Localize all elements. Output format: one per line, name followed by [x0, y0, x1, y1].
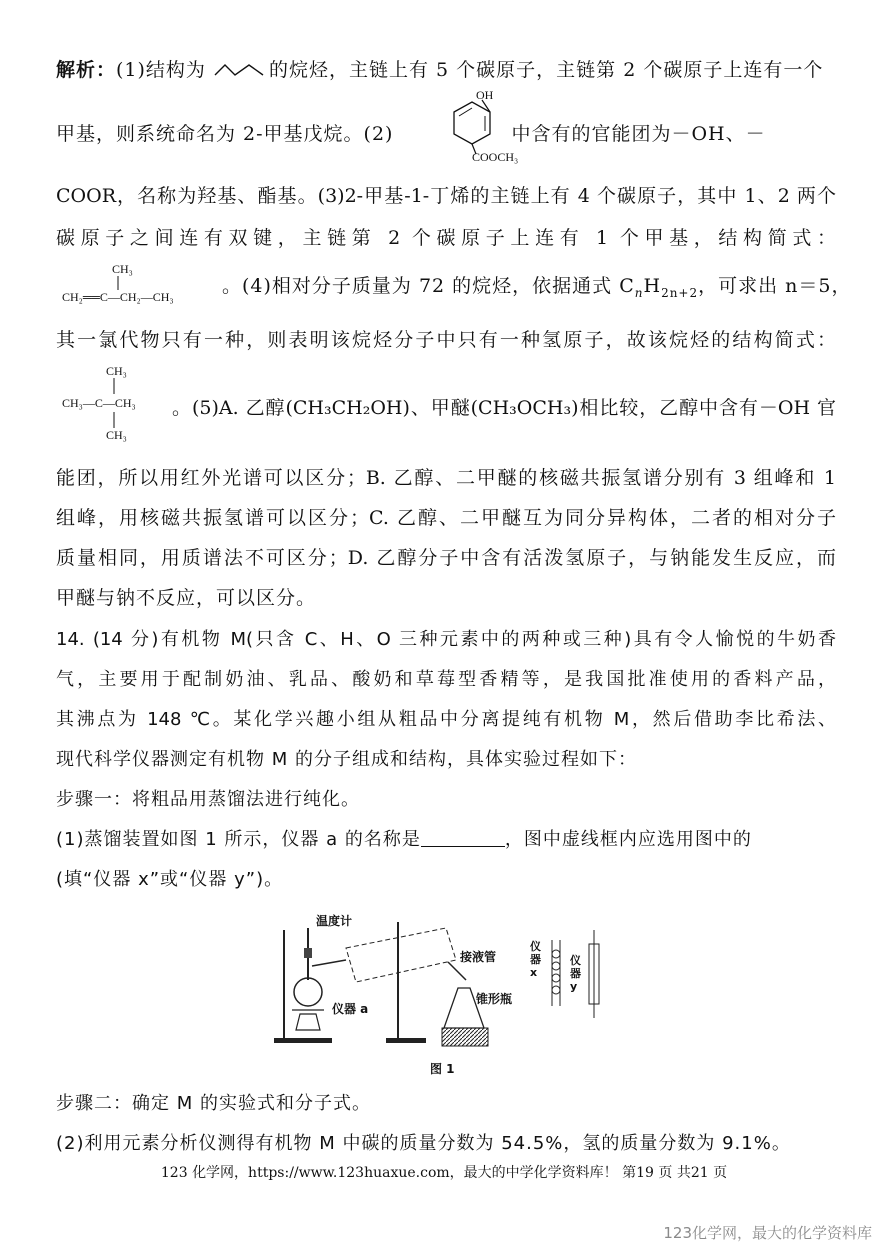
step-two: 步骤二：确定 M 的实验式和分子式。 [56, 1093, 371, 1114]
figure-caption: 图 1 [430, 1062, 455, 1076]
s3-top-label: CH₃ [112, 262, 133, 276]
adapter-label: 接液管 [460, 950, 497, 964]
step-one: 步骤一：将粗品用蒸馏法进行纯化。 [56, 789, 360, 810]
analysis-line-11: 甲醚与钠不反应，可以区分。 [56, 587, 317, 609]
methyl-salicylate-structure [432, 88, 552, 166]
page-footer: 123 化学网，https://www.123huaxue.com，最大的中学化学资料库！ 第19 页 共21 页 [160, 1165, 728, 1181]
analysis-line-4: 碳原子之间连有双键，主链第 2 个碳原子上连有 1 个甲基，结构简式： [56, 227, 836, 249]
analysis-line-2: 甲基，则系统命名为 2-甲基戊烷。(2) 中含有的官能团为－OH、－ [56, 123, 766, 145]
flask-label: 锥形瓶 [476, 992, 513, 1006]
instrument-y-label: 仪器y [570, 954, 581, 993]
instrument-a-label: 仪器 a [332, 1002, 369, 1016]
question-part-1-cont: (填“仪器 x”或“仪器 y”)。 [56, 869, 284, 890]
analysis-line-1: 解析：(1)结构为 的烷烃，主链上有 5 个碳原子，主链第 2 个碳原子上连有一个 [56, 59, 824, 81]
analysis-line-5: 。(4)相对分子质量为 72 的烷烃，依据通式 $C_nH_{2n+2}$，可求出 n＝5， [222, 275, 852, 300]
neopentane-structure [62, 364, 172, 446]
analysis-lead: 解析： [56, 59, 117, 81]
s4-top-label: CH₃ [106, 364, 127, 378]
thermometer-label: 温度计 [316, 914, 353, 928]
analysis-line-6: 其一氯代物只有一种，则表明该烷烃分子中只有一种氢原子，故该烷烃的结构简式： [56, 329, 836, 351]
analysis-line-7: 。(5)A. 乙醇(CH₃CH₂OH)、甲醚(CH₃OCH₃)相比较，乙醇中含有－OH 官 [172, 397, 836, 419]
question-line-1: 14. (14 分)有机物 M(只含 C、H、O 三种元素中的两种或三种)具有令人愉悦的牛奶香 [56, 629, 836, 650]
methylbutene-structure [62, 262, 222, 310]
s4-main-label: CH₃—C—CH₃ [62, 396, 136, 410]
instrument-x-label: 仪器x [530, 940, 541, 979]
question-part-1: (1)蒸馏装置如图 1 所示，仪器 a 的名称是 ，图中虚线框内应选用图中的 [56, 829, 752, 850]
analysis-line-9: 组峰，用核磁共振氢谱可以区分；C. 乙醇、二甲醚互为同分异构体，二者的相对分子 [56, 507, 836, 529]
watermark: 123化学网，最大的化学资料库 [663, 1224, 872, 1242]
distillation-figure [270, 910, 610, 1080]
question-line-2: 气，主要用于配制奶油、乳品、酸奶和草莓型香精等，是我国批准使用的香料产品， [56, 669, 836, 690]
oh-label: OH [476, 88, 494, 102]
s4-bottom-label: CH₃ [106, 428, 127, 442]
analysis-line-10: 质量相同，用质谱法不可区分；D. 乙醇分子中含有活泼氢原子，与钠能发生反应，而 [56, 547, 836, 569]
question-part-2: (2)利用元素分析仪测得有机物 M 中碳的质量分数为 54.5%，氢的质量分数为 9.1%。 [56, 1133, 791, 1154]
question-line-4: 现代科学仪器测定有机物 M 的分子组成和结构，具体实验过程如下： [56, 749, 637, 770]
analysis-line-3: COOR，名称为羟基、酯基。(3)2-甲基-1-丁烯的主链上有 4 个碳原子，其中 1、2 两个 [56, 185, 836, 207]
cooch3-label: COOCH₃ [472, 150, 519, 164]
question-line-3: 其沸点为 148 ℃。某化学兴趣小组从粗品中分离提纯有机物 M，然后借助李比希法、 [56, 709, 836, 730]
s3-main-label: CH₂══C—CH₂—CH₃ [62, 290, 174, 304]
analysis-line-8: 能团，所以用红外光谱可以区分；B. 乙醇、二甲醚的核磁共振氢谱分别有 3 组峰和 1 [56, 467, 836, 489]
skeletal-structure-icon [213, 59, 269, 79]
answer-blank[interactable] [421, 828, 505, 847]
